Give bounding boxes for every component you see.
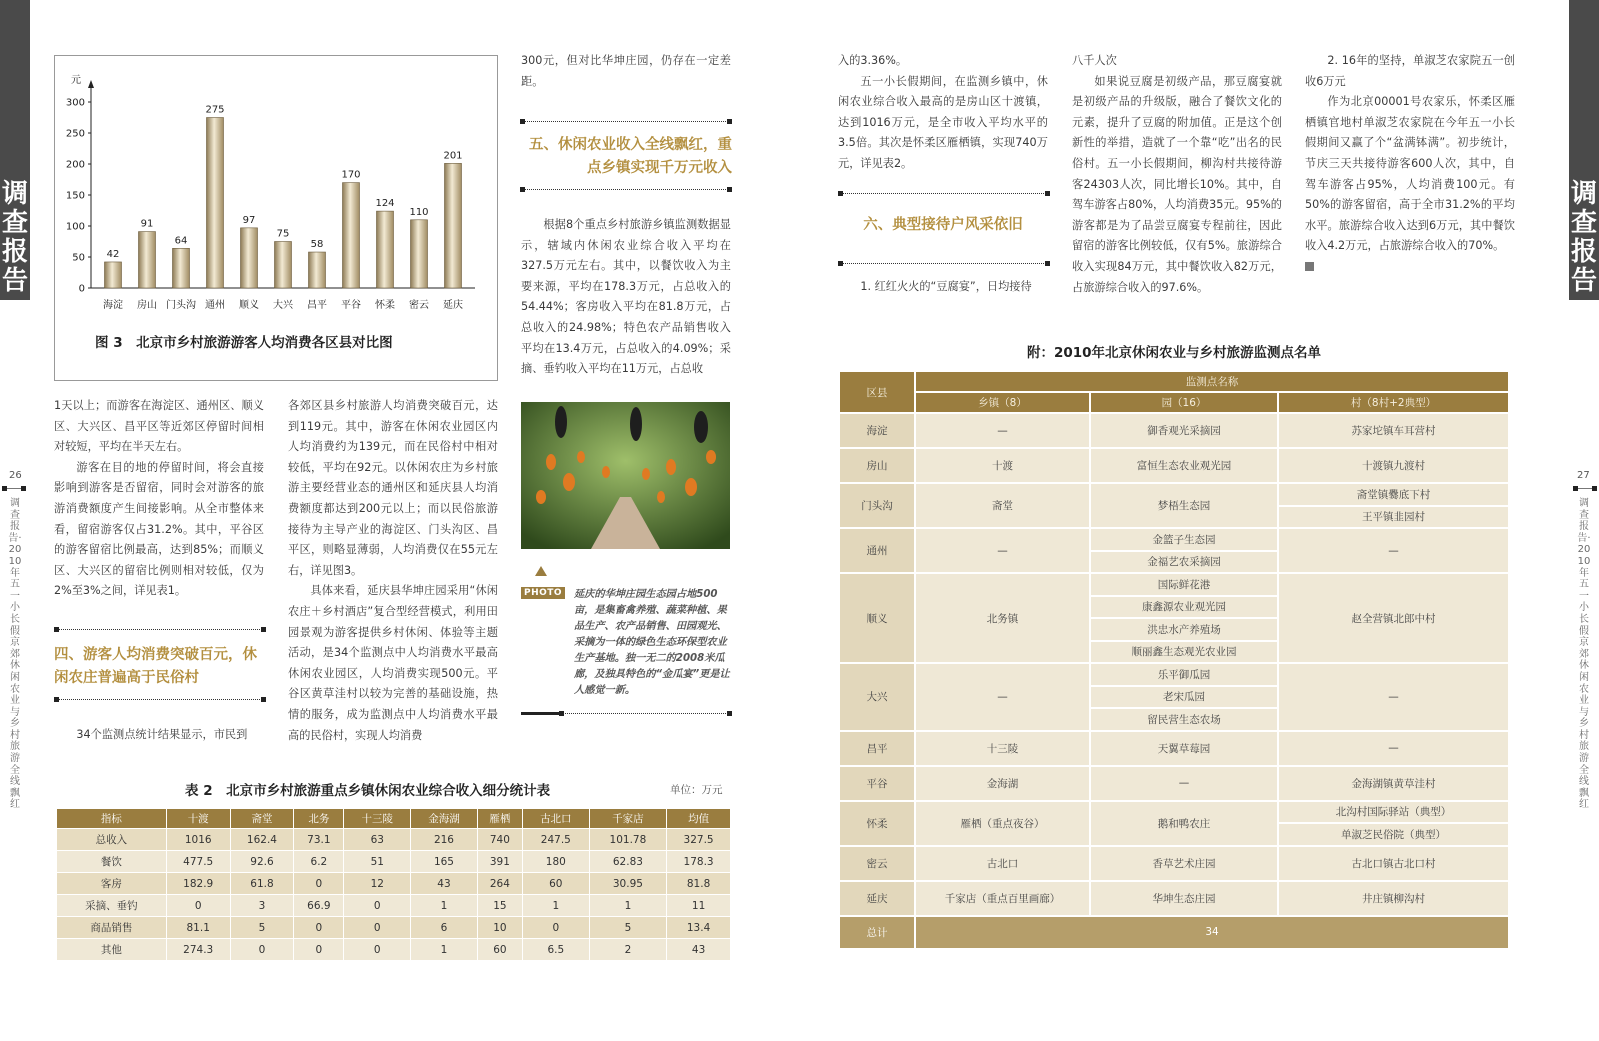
x-tick-label: 房山 [137,300,157,311]
table-row [839,801,1509,824]
table-cell: 门头沟 [839,483,915,528]
table-cell: 2 [589,939,666,961]
table-cell: 247.5 [522,829,589,851]
table-row [57,851,731,873]
page-number-rule-left [4,488,24,489]
table-cell: 264 [477,873,522,895]
table-cell: 0 [522,917,589,939]
table-cell: 通州 [839,528,915,573]
col-town: 乡镇（8） [915,392,1090,413]
left-sidebar [0,0,30,300]
table-cell: 金海湖镇黄草洼村 [1278,766,1509,801]
table-row [839,483,1509,506]
table-row [839,528,1509,551]
section-rule [522,121,730,122]
right-column-1-tail [838,277,1048,298]
table-row [839,846,1509,881]
table-cell: 总计 [839,916,915,949]
paragraph: 八千人次 [1072,54,1117,67]
table-row [839,663,1509,686]
table-cell: 平谷 [839,766,915,801]
table-cell: 顺义 [839,573,915,663]
sidebar-label-right: 调查报告 [1570,179,1597,296]
bar-chart [55,56,497,326]
table-cell: 密云 [839,846,915,881]
table-header-row [57,809,731,829]
bar [309,252,326,288]
figure-3-caption: 图 3 北京市乡村旅游游客人均消费各区县对比图 [95,335,393,351]
table-cell: 5 [589,917,666,939]
table-cell: 采摘、垂钓 [57,895,167,917]
table-cell: 165 [411,851,478,873]
column-header: 十三陵 [344,809,411,829]
table-cell: 1016 [166,829,230,851]
table-cell: 60 [522,873,589,895]
section-heading-6: 六、典型接待户风采依旧 [863,217,1023,233]
y-tick-label: 300 [65,97,85,109]
section-rule [56,699,264,700]
table-cell: 怀柔 [839,801,915,846]
table-cell: 10 [477,917,522,939]
bar [207,118,224,289]
table-cell: 327.5 [667,829,731,851]
table-cell: 老宋瓜园 [1090,686,1278,709]
table-cell: 6.5 [522,939,589,961]
paragraph: 具体来看，延庆县华坤庄园采用“休闲农庄＋乡村酒店”复合型经营模式，利用田园景观为游客提供乡村休闲、体验等主题活动，是34个监测点中人均消费水平最高休闲农业园区，人均消费实现500元。平谷区黄草洼村以较为完善的基础设施，热情的服务，成为监测点中人均消费水平最高的民俗村，实现人均消费 [288,584,498,742]
data-label: 75 [276,228,290,240]
table-cell: — [915,663,1090,731]
table-cell: 香草艺术庄园 [1090,846,1278,881]
table-cell: 73.1 [294,829,344,851]
y-tick-label: 50 [72,252,85,264]
table-cell: 十渡 [915,448,1090,483]
paragraph: 300元，但对比华坤庄园，仍存在一定差距。 [521,54,731,88]
data-label: 110 [409,206,429,218]
table-row [57,939,731,961]
table-cell: 北沟村国际驿站（典型） [1278,801,1509,824]
table-row [839,731,1509,766]
caption-end-bar [521,712,561,715]
table-cell: 6 [411,917,478,939]
table-cell: 216 [411,829,478,851]
column-header: 金海湖 [411,809,478,829]
table-cell: 0 [230,939,294,961]
data-label: 42 [106,248,120,260]
x-tick-label: 昌平 [307,300,327,311]
paragraph: 2. 16年的坚持，单淑芝农家院五一创收6万元 [1305,54,1515,88]
table-cell: 北务镇 [915,573,1090,663]
y-tick-label: 200 [65,159,85,171]
bar [173,248,190,288]
data-label: 64 [174,235,188,247]
table-cell: 华坤生态庄园 [1090,881,1278,916]
table-2-unit: 单位：万元 [670,784,723,796]
table-cell: 101.78 [589,829,666,851]
photo-label: PHOTO [521,587,565,599]
table-body [57,829,731,961]
photo-melon-corridor [521,402,730,549]
paragraph: 五一小长假期间，在监测乡镇中，休闲农业综合收入最高的是房山区十渡镇，达到1016万元，是全市收入平均水平的3.5倍。其次是怀柔区雁栖镇，实现740万元，详见表2。 [838,74,1048,170]
paragraph: 1天以上；而游客在海淀区、通州区、顺义区、大兴区、昌平区等近郊区停留时间相对较短，平均在半天左右。 [54,399,264,454]
table-cell: 顺丽鑫生态观光农业园 [1090,641,1278,664]
bar [377,211,394,288]
table-cell: 商品销售 [57,917,167,939]
table-cell: 大兴 [839,663,915,731]
table-row [839,448,1509,483]
table-cell: 乐平御瓜园 [1090,663,1278,686]
table-cell: 3 [230,895,294,917]
y-tick-label: 150 [65,190,85,202]
data-label: 58 [310,239,324,251]
table-cell: 63 [344,829,411,851]
caption-rule [561,713,730,714]
table-cell: 180 [522,851,589,873]
table-cell: 1 [589,895,666,917]
data-label: 170 [341,169,361,181]
x-tick-label: 顺义 [239,300,259,311]
bar [275,242,292,289]
table-cell: 海淀 [839,413,915,448]
appendix-body [839,413,1509,949]
table-row [839,573,1509,596]
table-cell: 15 [477,895,522,917]
table-cell: 金篮子生态园 [1090,528,1278,551]
bar [343,183,360,288]
table-cell: 富恒生态农业观光园 [1090,448,1278,483]
table-cell: 178.3 [667,851,731,873]
table-cell: 斋堂镇爨底下村 [1278,483,1509,506]
paragraph: 1. 红红火火的“豆腐宴”，日均接待 [860,280,1032,293]
table-cell: 5 [230,917,294,939]
table-cell: 477.5 [166,851,230,873]
table-cell: 天翼草莓园 [1090,731,1278,766]
table-cell: 苏家坨镇车耳营村 [1278,413,1509,448]
y-tick-label: 250 [65,128,85,140]
table-cell: 13.4 [667,917,731,939]
paragraph: 如果说豆腐是初级产品，那豆腐宴就是初级产品的升级版，融合了餐饮文化的元素，提升了豆腐的附加值。正是这个创新性的举措，造就了一个靠“吃”出名的民俗村。五一小长假期间，柳沟村共接待游客24303人次，同比增长10%。其中，自驾车游客占80%，人均消费35元。95%的游客都是为了品尝豆腐宴专程前往，因此留宿的游客比例较低，仅有5%。旅游综合收入实现84万元，其中餐饮收入82万元，占旅游综合收入的97.6%。 [1072,74,1282,294]
column-header: 千家店 [589,809,666,829]
paragraph: 根据8个重点乡村旅游乡镇监测数据显示，辖域内休闲农业综合收入平均在327.5万元左右。其中，以餐饮收入为主要来源，平均在178.3万元，占总收入的54.44%；客房收入平均在81.8万元，占总收入的24.98%；特色农产品销售收入平均在13.4万元，占总收入的4.09%；采摘、垂钓收入平均在11万元，占总收 [521,218,731,376]
table-cell: 御香观光采摘园 [1090,413,1278,448]
right-column-3 [1305,51,1515,278]
column-header: 十渡 [166,809,230,829]
table-row [839,766,1509,801]
column-header: 均值 [667,809,731,829]
table-cell: 十渡镇九渡村 [1278,448,1509,483]
table-cell: 0 [344,939,411,961]
x-tick-label: 门头沟 [166,300,196,311]
table-row [57,917,731,939]
bar [241,228,258,288]
section-rule [840,263,1048,264]
y-axis-arrow-icon [88,80,94,88]
table-cell: — [1278,528,1509,573]
table-cell: 赵全营镇北郎中村 [1278,573,1509,663]
running-title-right: 调查报告·2010年五一小长假京郊休闲农业与乡村旅游全线飘红 [1577,498,1591,811]
table-cell: 51 [344,851,411,873]
right-column-2 [1072,51,1282,298]
x-tick-label: 密云 [409,300,429,311]
data-label: 124 [375,198,395,210]
left-column-3-top [521,51,731,92]
bar [411,220,428,288]
page-number-left: 26 [9,470,22,481]
table-row [839,413,1509,448]
table-cell: 其他 [57,939,167,961]
table-cell: 0 [166,895,230,917]
table-cell: 古北口 [915,846,1090,881]
column-header: 斋堂 [230,809,294,829]
table-cell: — [1278,731,1509,766]
left-column-2 [288,396,498,746]
end-mark-icon [1305,262,1314,271]
section-rule [840,193,1048,194]
left-column-3 [521,215,731,380]
table-cell: 6.2 [294,851,344,873]
sidebar-label-left: 调查报告 [1,179,28,296]
table-cell: 井庄镇柳沟村 [1278,881,1509,916]
table-cell: 鹅和鸭农庄 [1090,801,1278,846]
table-cell: 0 [294,873,344,895]
table-cell: 62.83 [589,851,666,873]
table-cell: 昌平 [839,731,915,766]
bar [139,232,156,288]
table-cell: 740 [477,829,522,851]
table-cell: 0 [294,917,344,939]
table-cell: 92.6 [230,851,294,873]
table-cell: 千家店（重点百里画廊） [915,881,1090,916]
paragraph: 各郊区县乡村旅游人均消费突破百元，达到119元。其中，游客在休闲农业园区内人均消费约为139元，而在民俗村中相对较低，平均在92元。以休闲农庄为乡村旅游主要经营业态的通州区和延庆县人均消费额度都达到200元以上；而以民俗旅游接待为主导产业的海淀区、门头沟区、昌平区，则略显薄弱，人均消费仅在55元左右，详见图3。 [288,399,498,577]
col-group: 监测点名称 [915,371,1509,392]
table-cell: 王平镇韭园村 [1278,506,1509,529]
table-cell: 洪忠水产养殖场 [1090,618,1278,641]
table-cell: 国际鲜花港 [1090,573,1278,596]
table-cell: 66.9 [294,895,344,917]
table-cell: — [1090,766,1278,801]
paragraph: 作为北京00001号农家乐，怀柔区雁栖镇官地村单淑芝农家院在今年五一小长假期间又赢了个“盆满钵满”。初步统计，节庆三天共接待游客600人次，其中，自驾车游客占95%，人均消费100元。有50%的游客留宿，高于全市31.2%的平均水平。旅游综合收入达到6万元，其中餐饮收入4.2万元，占旅游综合收入的70%。 [1305,95,1515,253]
paragraph: 游客在目的地的停留时间，将会直接影响到游客是否留宿，同时会对游客的旅游消费额度产生间接影响。从全市整体来看，留宿游客仅占31.2%。其中，平谷区的游客留宿比例最高，达到85%；而顺义区、大兴区的留宿比例则相对较低，仅为2%至3%之间，详见表1。 [54,460,264,598]
table-row [839,881,1509,916]
photo-caption: 延庆的华坤庄园生态园占地500亩，是集畜禽养殖、蔬菜种植、果品生产、农产品销售、田园观光、采摘为一体的绿色生态环保型农业生产基地。独一无二的2008米瓜廊，及独具特色的“金瓜宴”更是让人感觉一新。 [574,589,730,696]
table-cell: 1 [522,895,589,917]
x-tick-label: 延庆 [443,300,463,311]
x-tick-label: 大兴 [273,300,293,311]
x-tick-label: 怀柔 [375,300,395,311]
running-title-left: 调查报告·2010年五一小长假京郊休闲农业与乡村旅游全线飘红 [8,498,22,811]
left-column-1-tail [54,725,264,746]
photo-illustration [521,402,730,549]
table-cell: 0 [344,895,411,917]
page-number-right: 27 [1577,470,1590,481]
section-heading-5: 五、休闲农业收入全线飘红，重点乡镇实现千万元收入 [529,137,732,176]
bar [105,262,122,288]
table-row [57,895,731,917]
right-sidebar [1569,0,1599,300]
table-cell: 雁栖（重点夜谷） [915,801,1090,846]
table-cell: 梦梧生态园 [1090,483,1278,528]
table-cell: 274.3 [166,939,230,961]
table-cell: 1 [411,939,478,961]
x-tick-label: 平谷 [341,300,361,311]
data-label: 275 [205,104,225,116]
table-cell: 斋堂 [915,483,1090,528]
column-header: 古北口 [522,809,589,829]
table-2-title: 表 2 北京市乡村旅游重点乡镇休闲农业综合收入细分统计表 [185,783,551,799]
y-axis-label: 元 [71,75,81,86]
column-header: 雁栖 [477,809,522,829]
table-cell: 餐饮 [57,851,167,873]
section-rule [522,189,730,190]
data-label: 201 [443,150,463,162]
table-cell: 12 [344,873,411,895]
y-tick-label: 0 [78,283,85,295]
data-label: 91 [140,218,154,230]
right-column-1 [838,51,1048,175]
table-cell: 43 [667,939,731,961]
table-cell: 61.8 [230,873,294,895]
table-cell: 十三陵 [915,731,1090,766]
total-row [839,916,1509,949]
table-cell: 11 [667,895,731,917]
appendix-title: 附：2010年北京休闲农业与乡村旅游监测点名单 [1026,345,1322,361]
table-cell: 43 [411,873,478,895]
col-garden: 园（16） [1090,392,1278,413]
page-number-rule-right [1575,488,1595,489]
left-column-1 [54,396,264,602]
x-tick-label: 海淀 [103,300,123,311]
table-cell: 康鑫源农业观光园 [1090,596,1278,619]
table-row [57,873,731,895]
table-cell: 81.8 [667,873,731,895]
table-cell: 60 [477,939,522,961]
table-cell: 0 [344,917,411,939]
table-cell: 延庆 [839,881,915,916]
paragraph: 34个监测点统计结果显示，市民到 [76,728,248,741]
table-cell: — [915,413,1090,448]
table-row [57,829,731,851]
paragraph: 入的3.36%。 [838,54,908,67]
table-cell: — [915,528,1090,573]
table-cell: 81.1 [166,917,230,939]
table-cell: 182.9 [166,873,230,895]
section-rule [56,629,264,630]
table-2 [56,808,731,961]
figure-3-box [54,55,498,381]
bar [445,163,462,288]
col-village: 村（8村+2典型） [1278,392,1509,413]
table-cell: 34 [915,916,1509,949]
column-header: 指标 [57,809,167,829]
section-heading-4: 四、游客人均消费突破百元，休闲农庄普遍高于民俗村 [54,647,257,686]
data-label: 97 [242,214,256,226]
table-cell: 30.95 [589,873,666,895]
table-cell: 单淑芝民俗院（典型） [1278,823,1509,846]
table-cell: 金福艺农采摘园 [1090,551,1278,574]
table-cell: 162.4 [230,829,294,851]
table-cell: 总收入 [57,829,167,851]
col-district: 区县 [839,371,915,413]
triangle-marker-icon [535,566,547,576]
table-cell: 留民营生态农场 [1090,708,1278,731]
column-header: 北务 [294,809,344,829]
table-cell: 客房 [57,873,167,895]
table-cell: 古北口镇古北口村 [1278,846,1509,881]
appendix-table [838,370,1510,950]
table-cell: — [1278,663,1509,731]
x-tick-label: 通州 [205,300,225,311]
table-cell: 391 [477,851,522,873]
table-cell: 金海湖 [915,766,1090,801]
table-cell: 房山 [839,448,915,483]
y-tick-label: 100 [65,221,85,233]
table-cell: 1 [411,895,478,917]
table-cell: 0 [294,939,344,961]
